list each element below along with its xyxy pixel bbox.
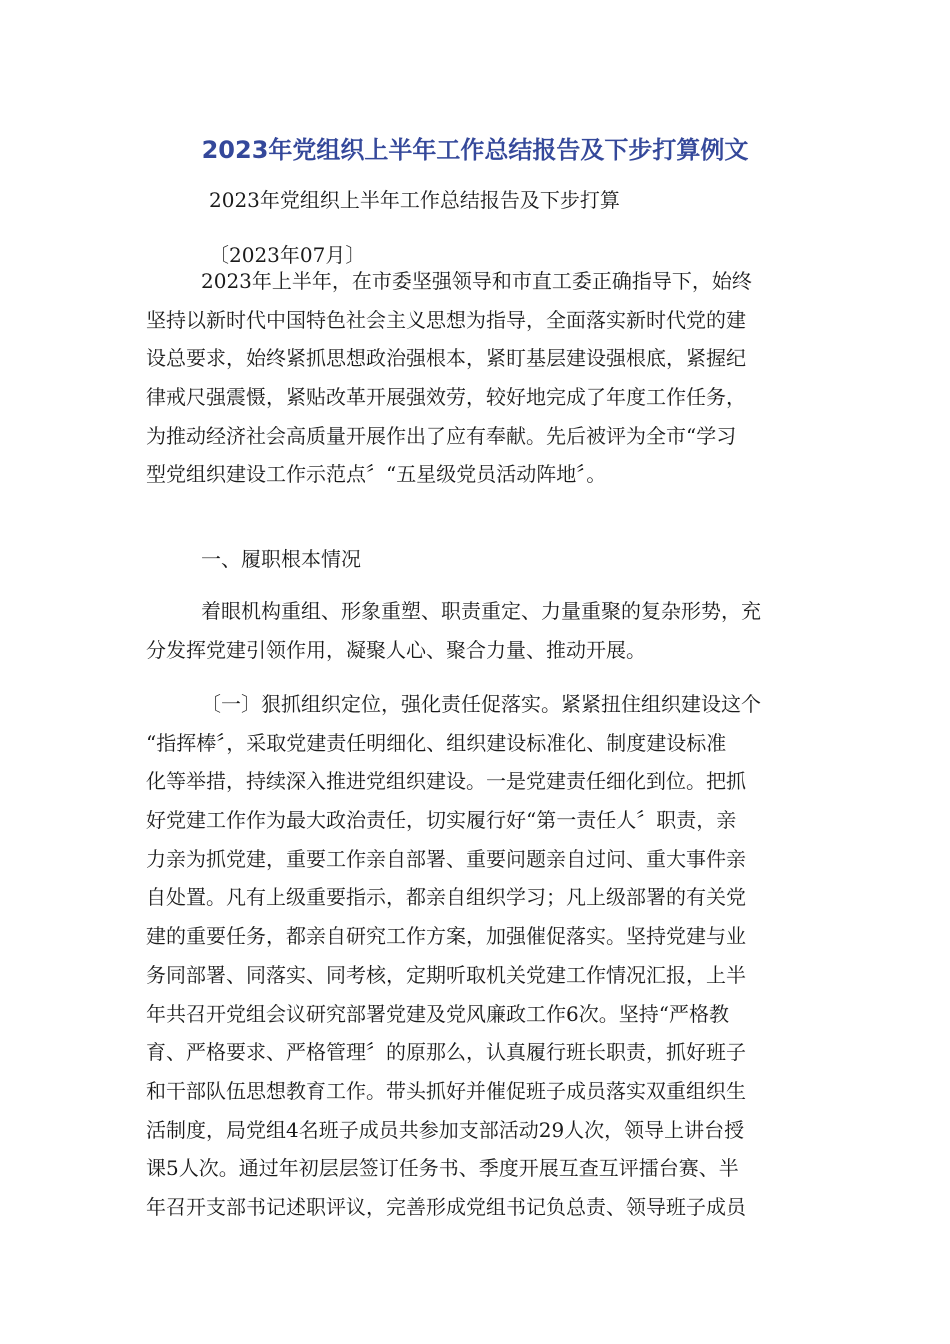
text-line: 年召开支部书记述职评议，完善形成党组书记负总责、领导班子成员 [146,1194,746,1219]
text-line: 着眼机构重组、形象重塑、职责重定、力量重聚的复杂形势，充 [201,599,761,623]
heading-text: 一、履职根本情况 [201,547,361,571]
text-line: 坚持以新时代中国特色社会主义思想为指导，全面落实新时代党的建 [146,307,746,332]
text-line: 设总要求，始终紧抓思想政治强根本，紧盯基层建设强根底，紧握纪 [146,346,746,371]
section-heading [146,540,806,579]
text-line: 化等举措，持续深入推进党组织建设。一是党建责任细化到位。把抓 [146,769,746,794]
paragraph-intro [146,262,806,494]
paragraph-overview [146,592,806,669]
text-line: “指挥棒〞，采取党建责任明细化、组织建设标准化、制度建设标准 [146,730,727,755]
text-line: 分发挥党建引领作用，凝聚人心、聚合力量、推动开展。 [146,637,646,662]
text-line: 自处置。凡有上级重要指示，都亲自组织学习；凡上级部署的有关党 [146,885,746,910]
text-line: 力亲为抓党建，重要工作亲自部署、重要问题亲自过问、重大事件亲 [146,846,746,871]
text-line: 好党建工作作为最大政治责任，切实履行好“第一责任人〞职责，亲 [146,808,737,833]
text-line: 〔一〕狠抓组织定位，强化责任促落实。紧紧扭住组织建设这个 [201,692,761,716]
text-line: 型党组织建设工作示范点〞“五星级党员活动阵地〞。 [146,462,607,487]
text-line: 年共召开党组会议研究部署党建及党风廉政工作6次。坚持“严格教 [146,1001,729,1026]
text-line: 活制度，局党组4名班子成员共参加支部活动29人次，领导上讲台授 [146,1117,745,1142]
text-line: 律戒尺强震慑，紧贴改革开展强效劳，较好地完成了年度工作任务， [146,385,746,410]
text-line: 2023年上半年，在市委坚强领导和市直工委正确指导下，始终 [201,269,752,293]
text-line: 课5人次。通过年初层层签订任务书、季度开展互查互评擂台赛、半 [146,1156,739,1181]
text-line: 建的重要任务，都亲自研究工作方案，加强催促落实。坚持党建与业 [146,924,746,949]
document-subtitle: 2023年党组织上半年工作总结报告及下步打算 [209,188,620,212]
text-line: 务同部署、同落实、同考核，定期听取机关党建工作情况汇报，上半 [146,962,746,987]
document-date: 〔2023年07月〕 [209,243,366,267]
paragraph-section-one [146,685,806,1227]
document-title: 2023年党组织上半年工作总结报告及下步打算例文 [201,136,749,164]
text-line: 育、严格要求、严格管理〞的原那么，认真履行班长职责，抓好班子 [146,1040,746,1065]
text-line: 和干部队伍思想教育工作。带头抓好并催促班子成员落实双重组织生 [146,1078,746,1103]
text-line: 为推动经济社会高质量开展作出了应有奉献。先后被评为全市“学习 [146,423,737,448]
